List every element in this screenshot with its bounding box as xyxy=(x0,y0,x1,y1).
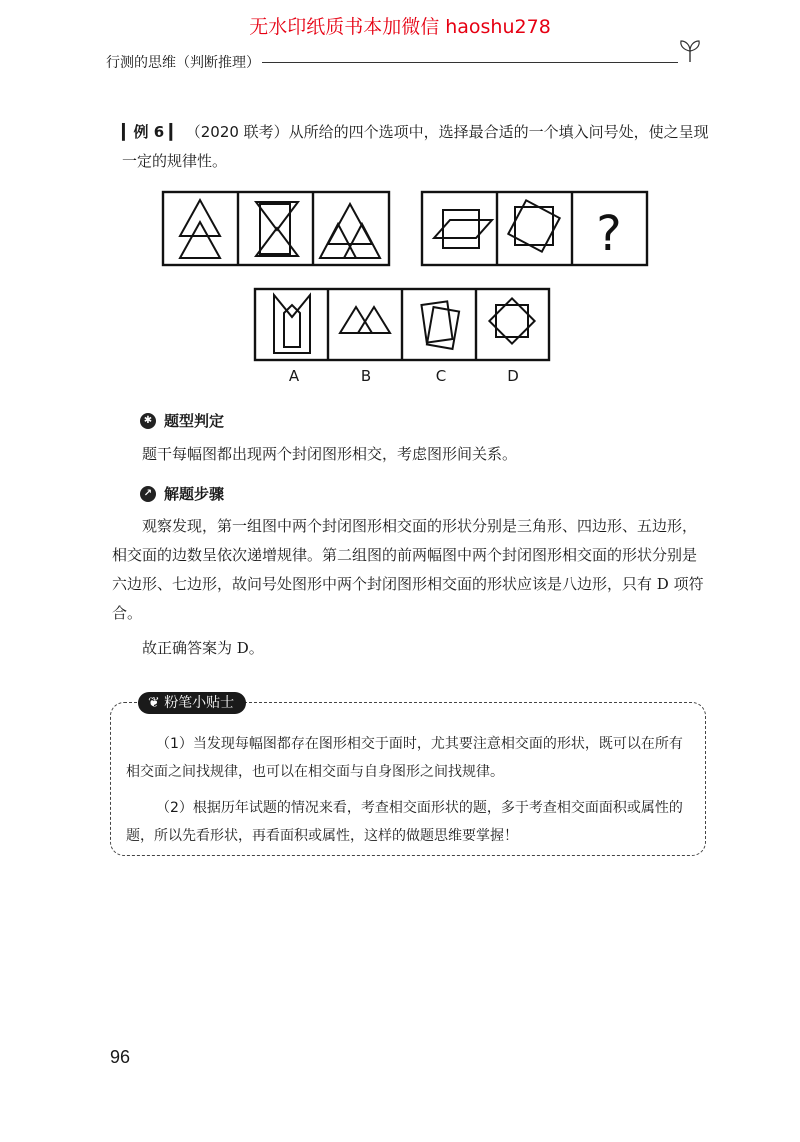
running-head-title: 行测的思维（判断推理） xyxy=(106,55,260,71)
section-steps-text: 观察发现，第一组图中两个封闭图形相交面的形状分别是三角形、四边形、五边形，相交面的边数呈依次递增规律。第二组图的前两幅图中两个封闭图形相交面的形状分别是六边形、七边形，故问号处图形中两个封闭图形相交面的形状应该是八边形，只有 D 项符合。 xyxy=(112,517,704,622)
page-number: 96 xyxy=(110,1047,131,1067)
section-type-body xyxy=(112,440,706,469)
options-figure xyxy=(252,287,552,363)
fig3-triangle-left xyxy=(320,224,356,258)
option-b-triangle-right xyxy=(358,307,390,333)
fig4-rectangle xyxy=(443,210,479,248)
fig5-square xyxy=(515,207,553,245)
fig5-square-rotated xyxy=(508,200,559,251)
question-mark: ? xyxy=(596,206,622,262)
option-label-a: A xyxy=(288,367,300,385)
section-steps-body xyxy=(112,512,706,663)
option-label-b: B xyxy=(360,367,372,385)
fig3-triangle-top xyxy=(328,204,372,244)
section-type-heading xyxy=(140,410,224,431)
example-question xyxy=(122,118,714,176)
watermark-text: 无水印纸质书本加微信 haoshu278 xyxy=(249,16,551,38)
example-tag: ▎例 6 ▎ xyxy=(122,123,181,141)
tip-item-1: （1）当发现每幅图都存在图形相交于面时，尤其要注意相交面的形状，既可以在所有相交面之间找规律，也可以在相交面与自身图形之间找规律。 xyxy=(126,736,683,780)
option-label-c: C xyxy=(435,367,447,385)
option-b-triangle-left xyxy=(340,307,372,333)
tip-item-2: （2）根据历年试题的情况来看，考查相交面形状的题，多于考查相交面面积或属性的题，所以先看形状，再看面积或属性，这样的做题思维要掌握！ xyxy=(126,800,683,844)
leaf-icon: ❦ xyxy=(148,695,165,711)
tips-label xyxy=(138,692,246,714)
answer-text: 故正确答案为 D。 xyxy=(142,639,264,657)
section-steps-heading xyxy=(140,483,224,504)
option-a-shape-inner xyxy=(284,305,300,347)
header-rule xyxy=(262,62,678,63)
option-label-d: D xyxy=(507,367,519,385)
sprout-icon xyxy=(676,38,704,64)
section-type-text: 题干每幅图都出现两个封闭图形相交，考虑图形间关系。 xyxy=(142,445,518,463)
gear-icon: ✱ xyxy=(140,413,156,429)
section-steps-title: 解题步骤 xyxy=(164,485,225,503)
fig3-triangle-right xyxy=(344,224,380,258)
fig2-triangle-down xyxy=(256,202,298,230)
fig1-triangle-top xyxy=(180,200,220,236)
fig2-triangle-up xyxy=(256,228,298,256)
example-text: （2020 联考）从所给的四个选项中，选择最合适的一个填入问号处，使之呈现一定的规律性。 xyxy=(122,123,709,170)
section-type-title: 题型判定 xyxy=(164,412,225,430)
fig1-triangle-bottom xyxy=(180,222,220,258)
tips-label-text: 粉笔小贴士 xyxy=(164,695,235,711)
question-figure xyxy=(160,190,650,268)
steps-icon: ↗ xyxy=(140,486,156,502)
